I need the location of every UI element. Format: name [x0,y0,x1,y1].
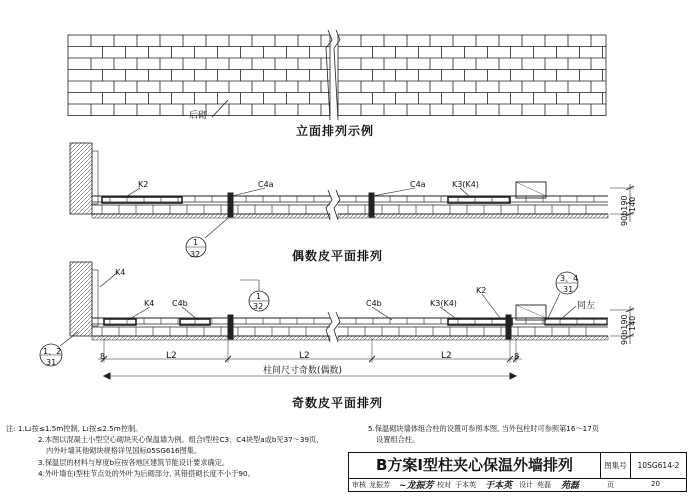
caption-odd-course: 奇数皮平面排列 [292,396,384,410]
leader-line [548,293,560,318]
drawing-title: B方案Ⅰ型柱夹心保温外墙排列 [349,453,601,479]
leader-line [205,218,228,238]
note-4: 4.外叶墙在Ⅰ型柱节点处的外叶为后砌部分, 其错搭砌长度不小于90。 [38,468,255,478]
dim-l2-3: L2 [441,351,452,361]
reviewer-signature: ~龙振芳 [399,481,434,491]
c4-column [228,315,233,339]
note-5a: 5.保温砌块墙体组合柱的设置可参照本图, 当外包柱时可参照第16～17页 [368,424,599,433]
page-label: 页 [607,481,614,489]
checker-signature: 于本英 [485,481,513,491]
caption-elevation: 立面排列示例 [296,124,375,138]
dim-90b190-even: 90b190 [620,195,629,226]
reviewer: 龙振芳 [369,481,390,489]
dim-140-odd: 140 [628,315,637,331]
label-c4a-right: C4a [410,180,426,189]
span-text: 柱间尺寸奇数(偶数) [263,366,343,376]
title-block [348,452,687,492]
dim-l2-2: L2 [299,351,310,361]
break-line [326,30,332,120]
ref2-num: 1 [256,292,262,301]
ref3-page: 31 [563,285,574,294]
ref3-num: 3、4 [560,274,579,283]
design-label: 设计 [519,481,533,489]
wall-base-hatch [92,336,330,340]
atlas-label: 图集号 [601,453,631,479]
leader-line [373,188,415,196]
leader-line [482,294,500,318]
corner-column [70,262,92,336]
ref2-page: 32 [253,302,264,311]
label-k2-odd: K2 [476,286,487,295]
c4-column [506,315,511,339]
notes-right [368,423,599,445]
label-k3k4-odd: K3(K4) [430,299,457,308]
elevation-wall-outline [68,35,330,116]
check-label: 校对 [437,481,451,489]
designer-signature: 苑磊 [561,481,580,491]
caption-even-course: 偶数皮平面排列 [292,249,384,263]
review-label: 审核 [352,481,366,489]
label-houqi: 后砌 [189,111,208,121]
dimension-arrow [104,373,110,379]
pilaster-diagonal [516,182,546,196]
note-3: 3.保温层的材料与厚度b应按各地区建筑节能设计要求确定。 [38,457,230,467]
elevation-brick-wall [68,30,606,120]
label-tongzuo: 同左 [577,301,596,311]
ref4-page: 31 [46,358,57,367]
note-2a: 2.本图以混凝土小型空心砌块夹心保温墙为例。组合Ⅰ型柱C3、C4块型a或b见37～39页, [38,435,319,445]
note-2b: 内外叶墙其他砌块规格详见国标05SG616图集。 [46,446,202,456]
c4-column [228,193,233,217]
ref4-num: 1、2 [43,347,62,356]
dimension-arrow [510,373,516,379]
dim-90b190-odd: 90b190 [620,314,629,345]
ref1-num: 1 [193,238,199,247]
dim-8-left: 8 [100,352,106,361]
ref1-page: 32 [190,250,201,259]
dim-l2-1: L2 [166,351,177,361]
corner-column [70,143,92,214]
label-c4b-right: C4b [366,299,382,308]
label-k4-odd: K4 [144,299,155,308]
even-course-plan [70,143,634,257]
signature-row [349,479,686,491]
checker: 于本英 [455,481,476,489]
break-line [334,30,340,120]
atlas-number: 10SG614-2 [631,453,686,479]
note-1: 注: 1.L₂按≤1.5m控制, L₁按≤2.5m控制。 [6,424,143,433]
designer: 苑磊 [537,481,551,489]
wall-base-hatch [92,214,330,218]
page-number: 20 [651,480,660,488]
label-c4b-left: C4b [172,299,188,308]
odd-course-plan [40,262,634,379]
leader-line [60,332,78,346]
notes-left [6,423,319,479]
wall-base-hatch [338,336,608,340]
label-c4a-left: C4a [258,180,274,189]
wall-base-hatch [338,214,608,218]
elevation-wall-outline [338,35,606,116]
label-k2-even: K2 [138,180,149,189]
pilaster-diagonal [516,305,546,318]
label-k3k4-even: K3(K4) [452,180,479,189]
dim-8-right: 8 [514,352,520,361]
leader-line [212,100,228,117]
dim-140-even: 140 [628,196,637,212]
leader-line [232,188,265,196]
c4-column [369,193,374,217]
label-k4-corner: K4 [115,268,126,277]
note-5b: 设置组合柱。 [376,435,420,445]
